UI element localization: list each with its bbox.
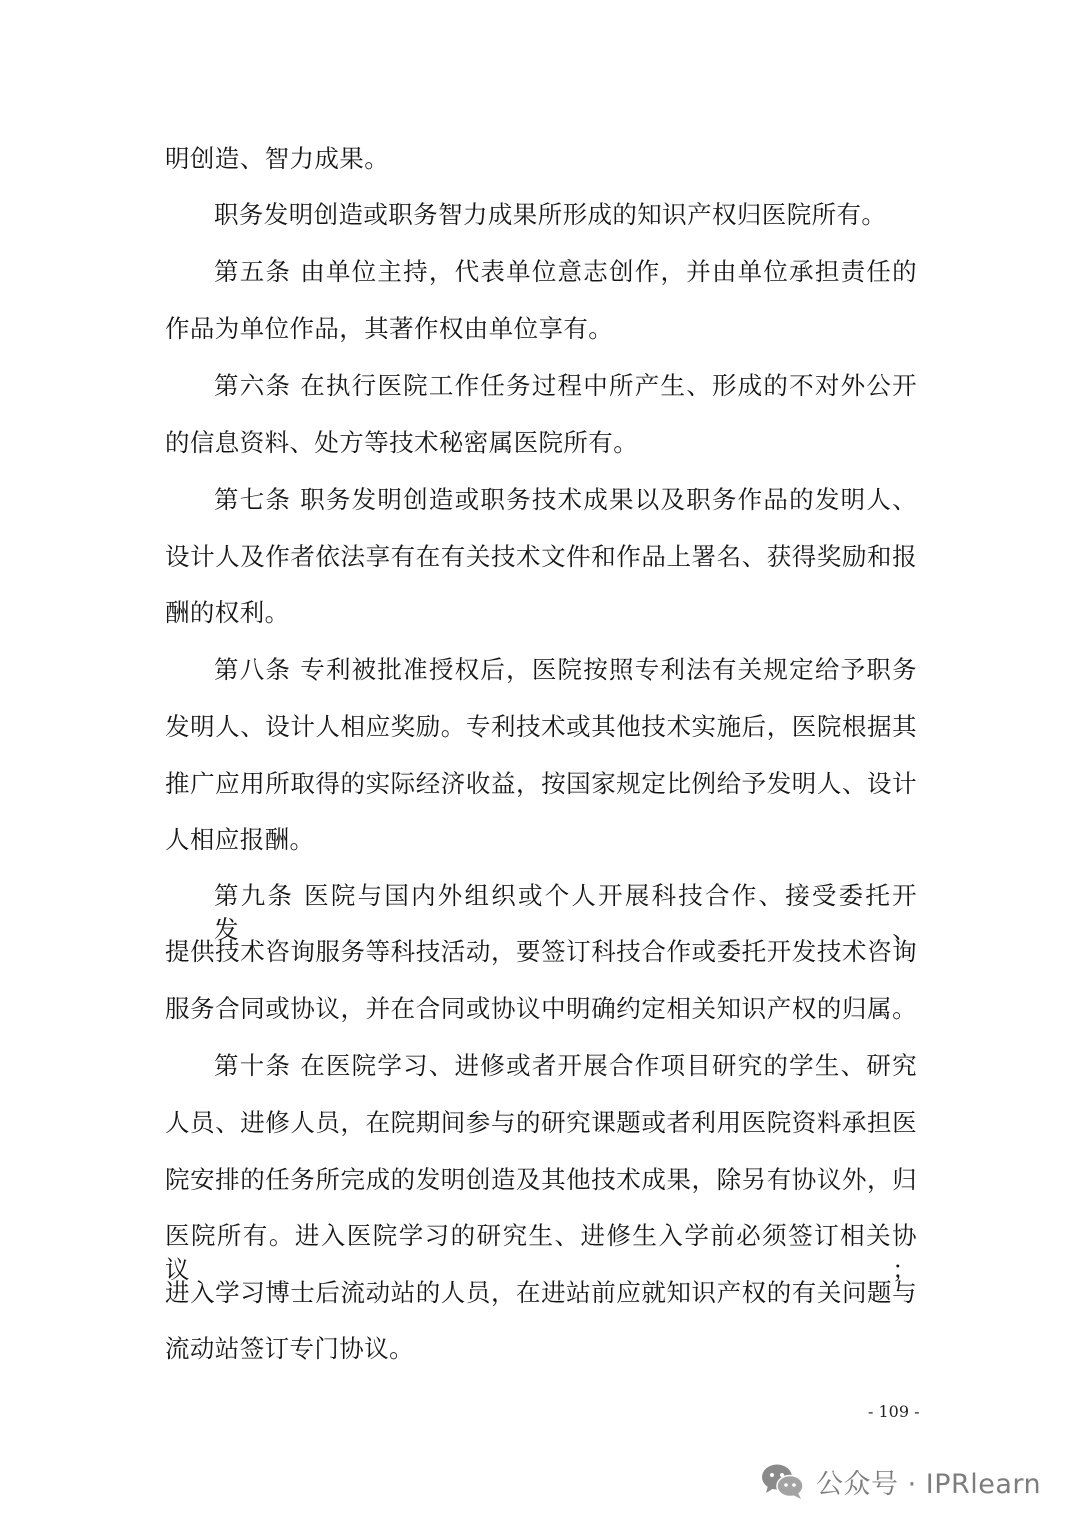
wechat-icon — [760, 1461, 806, 1501]
text-line: 人员、进修人员，在院期间参与的研究课题或者利用医院资料承担医 — [165, 1108, 917, 1137]
text-line: 第六条 在执行医院工作任务过程中所产生、形成的不对外公开 — [214, 371, 917, 400]
text-line: 流动站签订专门协议。 — [165, 1334, 414, 1363]
text-line: 发明人、设计人相应奖励。专利技术或其他技术实施后，医院根据其 — [165, 712, 917, 741]
text-line: 第七条 职务发明创造或职务技术成果以及职务作品的发明人、 — [214, 485, 917, 514]
text-line: 的信息资料、处方等技术秘密属医院所有。 — [165, 428, 639, 457]
text-line: 酬的权利。 — [165, 598, 290, 627]
text-line: 医院所有。进入医院学习的研究生、进修生入学前必须签订相关协议； — [165, 1221, 917, 1284]
text-line: 进入学习博士后流动站的人员，在进站前应就知识产权的有关问题与 — [165, 1278, 917, 1307]
text-line: 明创造、智力成果。 — [165, 144, 390, 173]
text-line: 第十条 在医院学习、进修或者开展合作项目研究的学生、研究 — [214, 1051, 917, 1080]
text-line: 第五条 由单位主持，代表单位意志创作，并由单位承担责任的 — [214, 257, 917, 286]
text-line: 作品为单位作品，其著作权由单位享有。 — [165, 314, 614, 343]
text-line: 职务发明创造或职务智力成果所形成的知识产权归医院所有。 — [214, 200, 887, 229]
page-number: - 109 - — [868, 1402, 920, 1421]
text-line: 第九条 医院与国内外组织或个人开展科技合作、接受委托开发、 — [214, 881, 917, 944]
text-line: 推广应用所取得的实际经济收益，按国家规定比例给予发明人、设计 — [165, 769, 917, 798]
text-line: 人相应报酬。 — [165, 825, 315, 854]
watermark — [760, 1456, 1041, 1506]
text-line: 提供技术咨询服务等科技活动，要签订科技合作或委托开发技术咨询 — [165, 937, 917, 966]
text-line: 院安排的任务所完成的发明创造及其他技术成果，除另有协议外，归 — [165, 1165, 917, 1194]
text-line: 服务合同或协议，并在合同或协议中明确约定相关知识产权的归属。 — [165, 994, 917, 1023]
text-line: 第八条 专利被批准授权后，医院按照专利法有关规定给予职务 — [214, 655, 917, 684]
text-line: 设计人及作者依法享有在有关技术文件和作品上署名、获得奖励和报 — [165, 542, 917, 571]
watermark-text: 公众号 · IPRlearn — [816, 1468, 1042, 1500]
